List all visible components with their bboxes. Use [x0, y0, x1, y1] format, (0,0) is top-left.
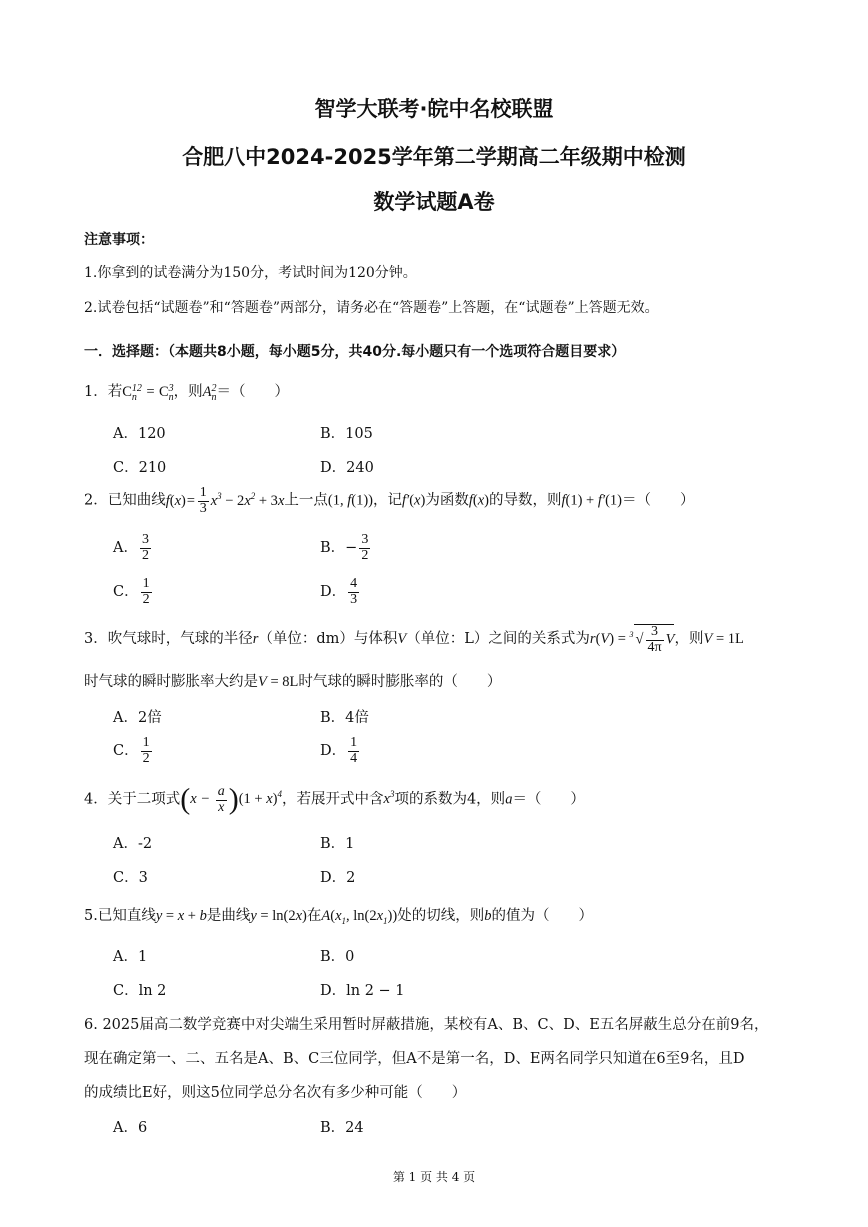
question-6-line2: 现在确定第一、二、五名是A、B、C三位同学，但A不是第一名，D、E两名同学只知道在6至9名，且D	[84, 1051, 745, 1067]
q3-option-b: B．4倍	[320, 710, 369, 726]
q4-text3: ＝（ ）	[512, 791, 585, 808]
q3-line2b: 时气球的瞬时膨胀率的（ ）	[298, 674, 502, 690]
q4-a: a	[505, 791, 513, 808]
q3-v: V	[397, 631, 407, 648]
question-1	[84, 380, 289, 402]
q1-formula: C 12 n = C 3 n	[122, 382, 174, 403]
q3-text2: （单位：L）之间的关系式为	[406, 631, 590, 648]
q5-option-c: C．ln 2	[113, 983, 167, 999]
q3-d-den: 4	[350, 750, 358, 766]
q4-prefix: 4．关于二项式	[84, 791, 181, 808]
notice-heading: 注意事项：	[84, 232, 154, 248]
q2-b-sign: −	[345, 540, 358, 557]
q1-target: A 2 n	[202, 382, 217, 403]
q2-d-label: D．	[320, 584, 347, 601]
exam-header-line3: 数学试题A卷	[373, 190, 495, 214]
q5-curve: y = ln(2x)	[250, 908, 307, 924]
q1-mid: ，则	[173, 384, 203, 400]
q1-option-c: C．210	[113, 460, 167, 476]
q5-b: b	[484, 908, 492, 924]
q3-v1: V = 1L	[703, 631, 744, 648]
q2-b-den: 2	[361, 547, 369, 563]
q2-option-d	[320, 577, 361, 607]
q4-option-b: B．1	[320, 836, 355, 852]
q4-text2: 项的系数为4，则	[394, 791, 506, 808]
q3-option-d	[320, 736, 361, 766]
q2-function: f(x)	[468, 492, 489, 509]
q5-line: y = x + b	[155, 908, 207, 924]
q2-d-num: 4	[350, 576, 358, 591]
q1-option-d: D．240	[320, 460, 374, 476]
question-2	[84, 486, 694, 516]
q6-option-b: B．24	[320, 1120, 364, 1136]
q4-text1: ，若展开式中含	[282, 791, 384, 808]
q2-d-den: 3	[350, 591, 358, 607]
q5-prefix: 5.已知直线	[84, 908, 156, 924]
q3-r: r	[252, 631, 259, 648]
q2-prefix: 2．已知曲线	[84, 492, 166, 509]
notice-item-2: 2.试卷包括“试题卷”和“答题卷”两部分，请务必在“答题卷”上答题，在“试题卷”上答题无效。	[84, 300, 659, 316]
q4-x3: $x^3$	[383, 789, 395, 808]
q2-b-label: B．	[320, 540, 346, 557]
q4-option-d: D．2	[320, 870, 356, 886]
q2-option-b	[320, 533, 372, 563]
q5-text2: 在	[306, 908, 322, 924]
q3-option-a: A．2倍	[113, 710, 162, 726]
q5-option-d: D．ln 2 − 1	[320, 983, 405, 999]
q3-d-label: D．	[320, 743, 347, 760]
notice-item-1: 1.你拿到的试卷满分为150分，考试时间为120分钟。	[84, 265, 417, 281]
question-3-line1	[84, 624, 744, 655]
q2-c-den: 2	[142, 591, 150, 607]
q2-text2: ，记	[373, 492, 402, 509]
q1-option-a: A．120	[113, 426, 166, 442]
q6-option-a: A．6	[113, 1120, 148, 1136]
q2-derivative: f′(x)	[402, 492, 426, 509]
q2-text3: 为函数	[425, 492, 469, 509]
q2-c-label: C．	[113, 584, 139, 601]
q2-expression: f(1) + f′(1)	[561, 492, 622, 509]
q1-option-b: B．105	[320, 426, 373, 442]
q5-option-a: A．1	[113, 949, 148, 965]
q4-binomial: (x − $\frac{a}{x}$ )$(1 + x)^4$	[180, 783, 283, 816]
exam-header-line1: 智学大联考·皖中名校联盟	[314, 97, 554, 121]
q2-option-c	[113, 577, 154, 607]
q1-suffix: ＝（ ）	[216, 384, 289, 400]
q4-option-a: A．-2	[113, 836, 153, 852]
q2-b-num: 3	[361, 532, 369, 547]
q2-text4: 的导数，则	[488, 492, 562, 509]
q3-formula: r(V) = $^3$ √ $\frac{3}{4\pi}$ V	[589, 624, 675, 655]
q3-c-label: C．	[113, 743, 139, 760]
question-6-line1: 6. 2025届高二数学竞赛中对尖端生采用暂时屏蔽措施，某校有A、B、C、D、E五名屏蔽生总分在前9名，	[84, 1017, 769, 1033]
question-3-line2	[84, 670, 501, 691]
q3-v8: V = 8L	[258, 674, 299, 690]
page-number-footer: 第 1 页 共 4 页	[392, 1170, 476, 1184]
q5-text4: 的值为（ ）	[491, 908, 593, 924]
q2-text1: 上一点	[284, 492, 328, 509]
q3-text3: ，则	[674, 631, 704, 648]
q5-text1: 是曲线	[206, 908, 251, 924]
q3-c-num: 1	[142, 735, 150, 750]
question-6-line3: 的成绩比E好，则这5位同学总分名次有多少种可能（ ）	[84, 1085, 467, 1101]
q3-line2a: 时气球的瞬时膨胀率大约是	[84, 674, 258, 690]
exam-header-line2: 合肥八中2024-2025学年第二学期高二年级期中检测	[182, 145, 686, 169]
q5-option-b: B．0	[320, 949, 355, 965]
q2-option-a	[113, 533, 153, 563]
section-title: 一．选择题：（本题共8小题，每小题5分，共40分.每小题只有一个选项符合题目要求）	[84, 344, 626, 360]
q1-prefix: 1．若	[84, 384, 123, 400]
q3-c-den: 2	[142, 750, 150, 766]
q3-d-num: 1	[350, 735, 358, 750]
q3-text1: （单位：dm）与体积	[258, 631, 398, 648]
q5-point: $A(x_1$, $\ln(2x_1)$)	[321, 908, 398, 926]
q3-option-c	[113, 736, 154, 766]
q2-a-label: A．	[113, 540, 138, 557]
q5-text3: 处的切线，则	[397, 908, 485, 924]
q2-a-num: 3	[141, 532, 149, 547]
question-5	[84, 904, 593, 926]
q3-prefix: 3．吹气球时，气球的半径	[84, 631, 253, 648]
q2-text5: ＝（ ）	[621, 492, 695, 509]
q4-option-c: C．3	[113, 870, 148, 886]
q2-point: (1, f(1))	[327, 492, 373, 509]
q2-curve: f(x)= $\frac{1}{3}$ $x^3 - 2x^2 + 3x$	[165, 485, 285, 516]
q2-a-den: 2	[141, 547, 149, 563]
question-4	[84, 783, 585, 817]
q2-c-num: 1	[142, 576, 150, 591]
